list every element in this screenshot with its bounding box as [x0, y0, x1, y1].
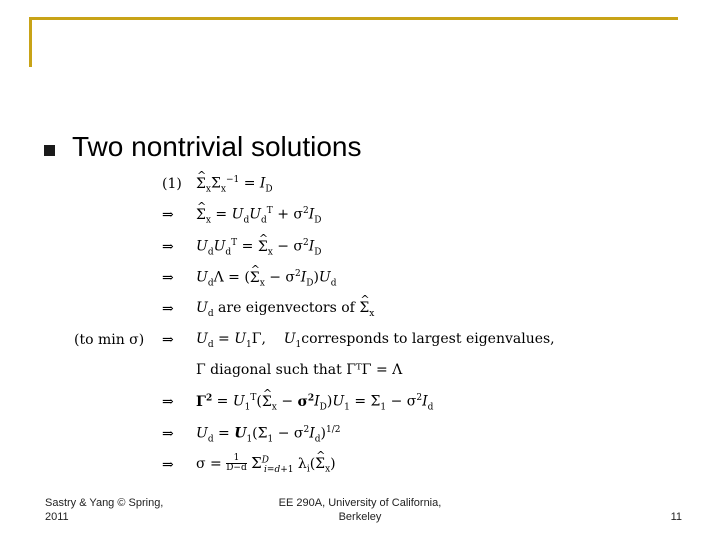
equation-line-8: $\Gamma^2$ = $U_1^T(\^{}$ $\Sigma_x - \sigma^2I_D)U_1 = \Sigma_1 - \sigma^2I_d$: [196, 394, 433, 412]
footer-author-line2: 2011: [45, 511, 69, 523]
equation-label-1: (1): [162, 176, 182, 192]
implies-arrow-4: ⇒: [162, 270, 174, 286]
equation-line-10: σ = $\frac{1}{D-d}$ $\Sigma^D_{i=d+1}$ $\lambda_i(\^{}$ $\Sigma_x$): [196, 454, 336, 475]
implies-arrow-5: ⇒: [162, 301, 174, 317]
page-number: 11: [670, 511, 682, 523]
equation-line-6: $U_d = U_1\Gamma$, $U_1corresponds$ to largest eigenvalues,: [196, 331, 555, 350]
eigenvectors-text: are eigenvectors of: [218, 300, 355, 316]
implies-arrow-8: ⇒: [162, 394, 174, 410]
implies-arrow-3: ⇒: [162, 239, 174, 255]
implies-arrow-6: ⇒: [162, 332, 174, 348]
largest-eigenvalues-text: corresponds to largest eigenvalues,: [301, 331, 555, 347]
equation-line-1: ^ $\Sigma_x\Sigma_x^{-1} = I_D$: [196, 176, 273, 194]
implies-arrow-2: ⇒: [162, 207, 174, 223]
equation-line-4: $U_d\Lambda$ = (^ $\Sigma_x - \sigma^2I_D)U_d$: [196, 270, 336, 288]
footer-author: [45, 496, 163, 524]
title-frame-top-bar: [29, 17, 678, 20]
footer-author-line1: Sastry & Yang © Spring,: [45, 497, 164, 509]
equation-line-7: Γ diagonal such that ΓᵀΓ = Λ: [196, 362, 403, 378]
implies-arrow-10: ⇒: [162, 457, 174, 473]
bullet-square-icon: [44, 145, 55, 156]
footer-course: [250, 496, 470, 524]
equation-line-3: $U_dU_d^T$ = ^ $\Sigma_x - \sigma^2I_D$: [196, 239, 321, 257]
title-frame-left-bar: [29, 17, 32, 67]
implies-arrow-9: ⇒: [162, 426, 174, 442]
equation-line-2: ^ $\Sigma_x = U_dU_d^T + \sigma^2I_D$: [196, 207, 321, 225]
footer-course-line1: EE 290A, University of California,: [278, 497, 442, 509]
footer-course-line2: Berkeley: [338, 511, 382, 523]
to-min-sigma-label: (to min σ): [74, 332, 145, 348]
equation-line-9: $U_d = U_1(\Sigma_1 - \sigma^2I_d)^{1/2}$: [196, 425, 341, 445]
equation-line-5: $U_d$ are eigenvectors of ^ $\Sigma_x$: [196, 301, 374, 319]
bullet-heading: Two nontrivial solutions: [72, 131, 362, 162]
